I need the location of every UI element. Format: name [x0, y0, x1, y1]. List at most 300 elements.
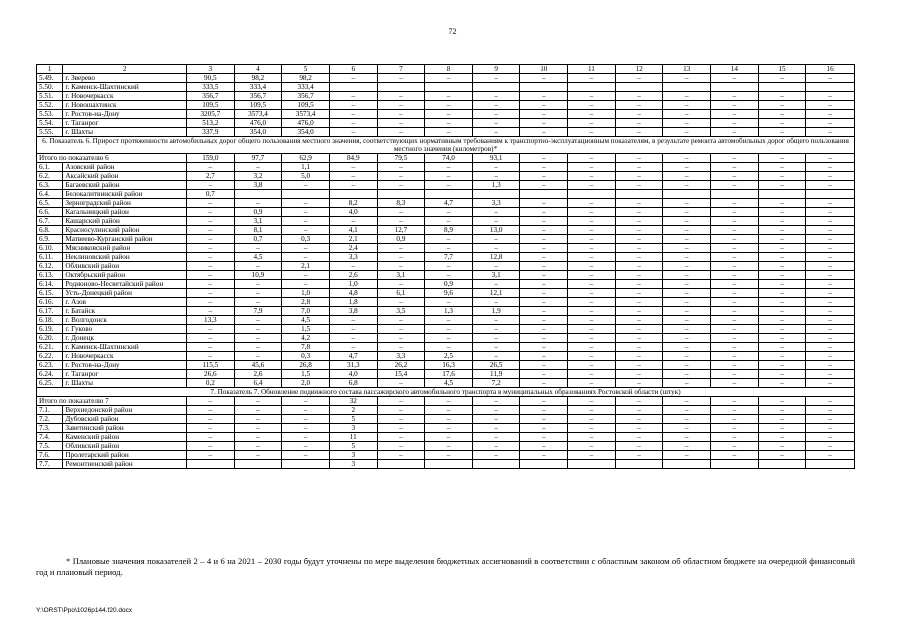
table-cell: 356,7: [187, 92, 235, 101]
table-cell: [663, 190, 711, 199]
table-cell: –: [425, 451, 473, 460]
table-cell: –: [568, 334, 616, 343]
table-cell: 7,8: [282, 343, 330, 352]
table-cell: –: [711, 217, 759, 226]
table-cell: –: [711, 325, 759, 334]
table-row: [37, 379, 855, 388]
row-name: г. Батайск: [63, 307, 187, 316]
table-cell: 3,1: [472, 271, 520, 280]
table-cell: –: [663, 128, 711, 137]
table-cell: –: [806, 343, 855, 352]
table-cell: 8,2: [329, 199, 377, 208]
table-cell: 109,5: [187, 101, 235, 110]
table-cell: [758, 83, 806, 92]
table-cell: 4,2: [282, 334, 330, 343]
table-cell: –: [425, 163, 473, 172]
table-cell: 12,1: [472, 289, 520, 298]
table-cell: 79,5: [377, 154, 425, 163]
table-cell: –: [520, 163, 568, 172]
table-cell: –: [615, 101, 663, 110]
table-cell: –: [711, 128, 759, 137]
table-cell: –: [758, 289, 806, 298]
table-cell: –: [329, 74, 377, 83]
table-cell: –: [806, 271, 855, 280]
table-cell: [187, 460, 235, 469]
column-header: 15: [758, 65, 806, 74]
column-header: 4: [234, 65, 282, 74]
table-cell: –: [758, 451, 806, 460]
table-cell: 13,3: [187, 316, 235, 325]
table-cell: –: [187, 334, 235, 343]
row-name: Азовский район: [63, 163, 187, 172]
row-name: г. Ростов-на-Дону: [63, 361, 187, 370]
row-index: 6.10.: [37, 244, 63, 253]
table-cell: –: [520, 424, 568, 433]
table-cell: 17,6: [425, 370, 473, 379]
row-name: г. Донецк: [63, 334, 187, 343]
table-cell: –: [187, 343, 235, 352]
table-cell: –: [806, 181, 855, 190]
row-name: Белокалитвинский район: [63, 190, 187, 199]
table-cell: –: [806, 172, 855, 181]
table-cell: –: [663, 262, 711, 271]
row-index: 5.50.: [37, 83, 63, 92]
table-cell: –: [282, 244, 330, 253]
table-cell: 337,9: [187, 128, 235, 137]
table-cell: [520, 190, 568, 199]
table-cell: 26,6: [187, 370, 235, 379]
table-cell: 0,7: [187, 190, 235, 199]
table-cell: [568, 83, 616, 92]
file-path: Y:\ORST\Ppo\1026p144.f20.docx: [36, 607, 133, 614]
table-cell: –: [758, 397, 806, 406]
table-cell: –: [758, 334, 806, 343]
table-cell: –: [758, 119, 806, 128]
table-cell: [711, 460, 759, 469]
table-cell: 1,8: [329, 298, 377, 307]
table-cell: 3: [329, 460, 377, 469]
table-cell: 1,1: [282, 163, 330, 172]
table-cell: –: [615, 316, 663, 325]
table-cell: 3,5: [377, 307, 425, 316]
table-cell: –: [520, 352, 568, 361]
table-cell: 26,8: [282, 361, 330, 370]
table-cell: –: [806, 217, 855, 226]
table-row: [37, 280, 855, 289]
table-cell: –: [663, 208, 711, 217]
table-cell: –: [568, 181, 616, 190]
table-cell: –: [234, 433, 282, 442]
table-cell: –: [377, 451, 425, 460]
table-cell: –: [568, 433, 616, 442]
table-cell: –: [663, 199, 711, 208]
table-cell: –: [282, 253, 330, 262]
table-cell: –: [615, 424, 663, 433]
table-cell: –: [425, 235, 473, 244]
table-cell: –: [711, 379, 759, 388]
row-index: 6.14.: [37, 280, 63, 289]
table-cell: –: [615, 298, 663, 307]
table-cell: –: [520, 361, 568, 370]
table-cell: –: [615, 442, 663, 451]
table-cell: –: [758, 352, 806, 361]
table-cell: 2: [329, 406, 377, 415]
table-cell: –: [615, 352, 663, 361]
table-cell: –: [187, 163, 235, 172]
table-cell: –: [377, 244, 425, 253]
column-header: 13: [663, 65, 711, 74]
table-cell: –: [472, 172, 520, 181]
table-row: [37, 352, 855, 361]
table-cell: –: [711, 406, 759, 415]
table-cell: –: [758, 181, 806, 190]
table-cell: –: [520, 208, 568, 217]
table-cell: –: [472, 424, 520, 433]
total-label: Итого по показателю 6: [37, 154, 187, 163]
table-cell: –: [663, 244, 711, 253]
table-cell: –: [187, 424, 235, 433]
table-cell: 0,3: [282, 352, 330, 361]
table-cell: –: [615, 379, 663, 388]
table-cell: [568, 190, 616, 199]
table-row: [37, 343, 855, 352]
table-cell: –: [806, 370, 855, 379]
table-cell: 5: [329, 442, 377, 451]
table-cell: [663, 460, 711, 469]
table-row: [37, 244, 855, 253]
table-cell: 476,0: [282, 119, 330, 128]
table-cell: –: [806, 208, 855, 217]
table-cell: –: [711, 199, 759, 208]
table-cell: –: [187, 307, 235, 316]
table-cell: –: [758, 163, 806, 172]
column-header: 7: [377, 65, 425, 74]
row-name: Багаевский район: [63, 181, 187, 190]
table-cell: –: [806, 92, 855, 101]
table-cell: 1,3: [425, 307, 473, 316]
table-cell: –: [234, 325, 282, 334]
table-cell: –: [568, 442, 616, 451]
table-cell: –: [711, 119, 759, 128]
table-cell: –: [711, 172, 759, 181]
table-cell: –: [806, 451, 855, 460]
table-cell: 1,0: [282, 289, 330, 298]
table-cell: –: [520, 325, 568, 334]
table-cell: –: [377, 334, 425, 343]
table-cell: –: [425, 334, 473, 343]
table-cell: –: [234, 343, 282, 352]
table-cell: –: [377, 343, 425, 352]
table-cell: –: [329, 262, 377, 271]
table-cell: –: [663, 316, 711, 325]
table-cell: –: [806, 361, 855, 370]
page-number: 72: [448, 27, 457, 36]
table-cell: –: [377, 92, 425, 101]
table-cell: –: [758, 208, 806, 217]
table-cell: –: [568, 262, 616, 271]
table-cell: 0,7: [234, 235, 282, 244]
table-cell: –: [663, 307, 711, 316]
table-cell: –: [187, 181, 235, 190]
table-cell: –: [568, 217, 616, 226]
table-cell: 333,5: [187, 83, 235, 92]
table-cell: –: [806, 442, 855, 451]
row-index: 5.55.: [37, 128, 63, 137]
table-cell: –: [663, 101, 711, 110]
total-row: [37, 397, 855, 406]
table-cell: 109,5: [234, 101, 282, 110]
table-cell: –: [615, 253, 663, 262]
table-cell: –: [663, 163, 711, 172]
table-cell: 31,3: [329, 361, 377, 370]
row-name: Усть-Донецкий район: [63, 289, 187, 298]
table-cell: –: [520, 199, 568, 208]
section-row: [37, 137, 855, 154]
table-cell: –: [187, 451, 235, 460]
table-cell: 5,0: [282, 172, 330, 181]
table-cell: –: [568, 208, 616, 217]
table-cell: –: [615, 334, 663, 343]
table-cell: –: [282, 199, 330, 208]
table-cell: –: [377, 181, 425, 190]
table-cell: [234, 190, 282, 199]
table-cell: –: [425, 101, 473, 110]
table-cell: –: [568, 415, 616, 424]
table-cell: –: [758, 217, 806, 226]
row-name: Верхнедонской район: [63, 406, 187, 415]
table-cell: –: [187, 208, 235, 217]
table-cell: 476,0: [234, 119, 282, 128]
table-cell: –: [377, 316, 425, 325]
table-cell: –: [329, 128, 377, 137]
table-row: [37, 334, 855, 343]
table-cell: –: [568, 316, 616, 325]
table-cell: –: [711, 370, 759, 379]
table-cell: –: [282, 226, 330, 235]
row-index: 7.5.: [37, 442, 63, 451]
table-cell: –: [329, 325, 377, 334]
row-index: 6.25.: [37, 379, 63, 388]
table-cell: 5: [329, 415, 377, 424]
table-cell: –: [568, 379, 616, 388]
table-cell: –: [425, 208, 473, 217]
table-cell: 3: [329, 424, 377, 433]
table-cell: –: [425, 119, 473, 128]
table-cell: –: [663, 406, 711, 415]
table-cell: –: [615, 397, 663, 406]
table-cell: 354,0: [282, 128, 330, 137]
table-cell: –: [615, 289, 663, 298]
table-row: [37, 370, 855, 379]
table-cell: –: [425, 181, 473, 190]
table-cell: 4,5: [282, 316, 330, 325]
table-cell: [663, 83, 711, 92]
row-index: 6.16.: [37, 298, 63, 307]
table-cell: –: [758, 226, 806, 235]
table-cell: –: [234, 415, 282, 424]
table-cell: –: [234, 334, 282, 343]
table-cell: –: [377, 298, 425, 307]
table-row: [37, 217, 855, 226]
table-cell: [425, 190, 473, 199]
table-cell: –: [520, 271, 568, 280]
table-cell: –: [472, 298, 520, 307]
table-cell: –: [615, 92, 663, 101]
table-cell: –: [663, 74, 711, 83]
table-cell: –: [806, 235, 855, 244]
table-cell: –: [425, 110, 473, 119]
table-cell: –: [711, 298, 759, 307]
table-cell: –: [377, 325, 425, 334]
table-cell: –: [615, 415, 663, 424]
table-cell: –: [806, 74, 855, 83]
table-cell: –: [615, 119, 663, 128]
column-header: 14: [711, 65, 759, 74]
table-cell: –: [282, 451, 330, 460]
row-name: Заветинский район: [63, 424, 187, 433]
table-cell: 93,1: [472, 154, 520, 163]
table-row: [37, 208, 855, 217]
table-cell: 0,2: [187, 379, 235, 388]
table-cell: 97,7: [234, 154, 282, 163]
table-cell: –: [711, 451, 759, 460]
table-cell: –: [568, 271, 616, 280]
table-cell: –: [806, 280, 855, 289]
table-row: [37, 163, 855, 172]
table-cell: 3,3: [329, 253, 377, 262]
table-cell: 6,8: [329, 379, 377, 388]
table-cell: –: [282, 271, 330, 280]
table-cell: –: [711, 101, 759, 110]
table-cell: –: [282, 208, 330, 217]
table-cell: –: [472, 74, 520, 83]
column-header: 8: [425, 65, 473, 74]
table-cell: 4,0: [329, 208, 377, 217]
table-cell: –: [663, 343, 711, 352]
table-cell: –: [234, 397, 282, 406]
table-cell: –: [711, 235, 759, 244]
table-cell: –: [234, 406, 282, 415]
table-cell: 11,9: [472, 370, 520, 379]
table-cell: –: [806, 415, 855, 424]
section-title: 7. Показатель 7. Обновление подвижного состава пассажирского автомобильного транспорта в муниципальных образованиях Ростовской области (штук): [37, 388, 855, 397]
column-header: 10: [520, 65, 568, 74]
table-cell: 7,2: [472, 379, 520, 388]
table-cell: 7,0: [282, 307, 330, 316]
row-index: 6.5.: [37, 199, 63, 208]
table-cell: 1,5: [282, 325, 330, 334]
table-cell: –: [234, 199, 282, 208]
table-cell: –: [377, 110, 425, 119]
table-cell: –: [663, 181, 711, 190]
column-header: 9: [472, 65, 520, 74]
table-cell: 11: [329, 433, 377, 442]
table-cell: –: [758, 244, 806, 253]
table-cell: –: [329, 172, 377, 181]
row-name: г. Новочеркасск: [63, 92, 187, 101]
table-cell: –: [663, 370, 711, 379]
row-index: 7.1.: [37, 406, 63, 415]
table-cell: 3,1: [377, 271, 425, 280]
table-row: [37, 110, 855, 119]
row-index: 6.4.: [37, 190, 63, 199]
table-row: [37, 181, 855, 190]
table-row: [37, 415, 855, 424]
table-cell: –: [568, 128, 616, 137]
table-cell: 2,5: [425, 352, 473, 361]
section-row: [37, 388, 855, 397]
table-cell: –: [806, 352, 855, 361]
table-cell: –: [472, 110, 520, 119]
row-index: 5.52.: [37, 101, 63, 110]
table-cell: –: [472, 128, 520, 137]
table-cell: 4,5: [234, 253, 282, 262]
table-cell: –: [520, 181, 568, 190]
table-cell: [329, 83, 377, 92]
table-cell: 6,4: [234, 379, 282, 388]
table-cell: 356,7: [234, 92, 282, 101]
table-cell: –: [568, 280, 616, 289]
table-cell: 8,1: [234, 226, 282, 235]
table-cell: 4,0: [329, 370, 377, 379]
table-cell: –: [758, 110, 806, 119]
table-cell: –: [711, 307, 759, 316]
table-cell: –: [663, 92, 711, 101]
table-cell: [615, 190, 663, 199]
table-cell: 74,0: [425, 154, 473, 163]
table-cell: –: [520, 307, 568, 316]
column-header: 6: [329, 65, 377, 74]
table-cell: [425, 83, 473, 92]
table-cell: –: [329, 163, 377, 172]
table-cell: 3,8: [234, 181, 282, 190]
table-cell: –: [615, 226, 663, 235]
table-cell: –: [711, 74, 759, 83]
row-name: Обливский район: [63, 442, 187, 451]
table-cell: –: [758, 262, 806, 271]
table-row: [37, 101, 855, 110]
table-cell: 3573,4: [234, 110, 282, 119]
table-cell: –: [520, 334, 568, 343]
table-cell: –: [425, 343, 473, 352]
row-name: г. Новошахтинск: [63, 101, 187, 110]
table-cell: –: [472, 352, 520, 361]
table-row: [37, 172, 855, 181]
table-cell: 0,9: [425, 280, 473, 289]
table-cell: –: [663, 424, 711, 433]
table-cell: –: [615, 172, 663, 181]
table-cell: –: [806, 424, 855, 433]
table-cell: –: [329, 110, 377, 119]
row-index: 5.49.: [37, 74, 63, 83]
table-cell: –: [377, 433, 425, 442]
table-cell: –: [615, 208, 663, 217]
table-cell: –: [234, 163, 282, 172]
table-cell: –: [187, 433, 235, 442]
column-header: 3: [187, 65, 235, 74]
table-cell: –: [187, 244, 235, 253]
table-cell: –: [758, 253, 806, 262]
table-cell: –: [615, 406, 663, 415]
table-cell: –: [615, 199, 663, 208]
table-cell: –: [520, 119, 568, 128]
table-cell: –: [663, 334, 711, 343]
table-cell: 12,8: [472, 253, 520, 262]
table-row: [37, 316, 855, 325]
table-cell: [472, 190, 520, 199]
table-row: [37, 119, 855, 128]
table-cell: –: [568, 397, 616, 406]
